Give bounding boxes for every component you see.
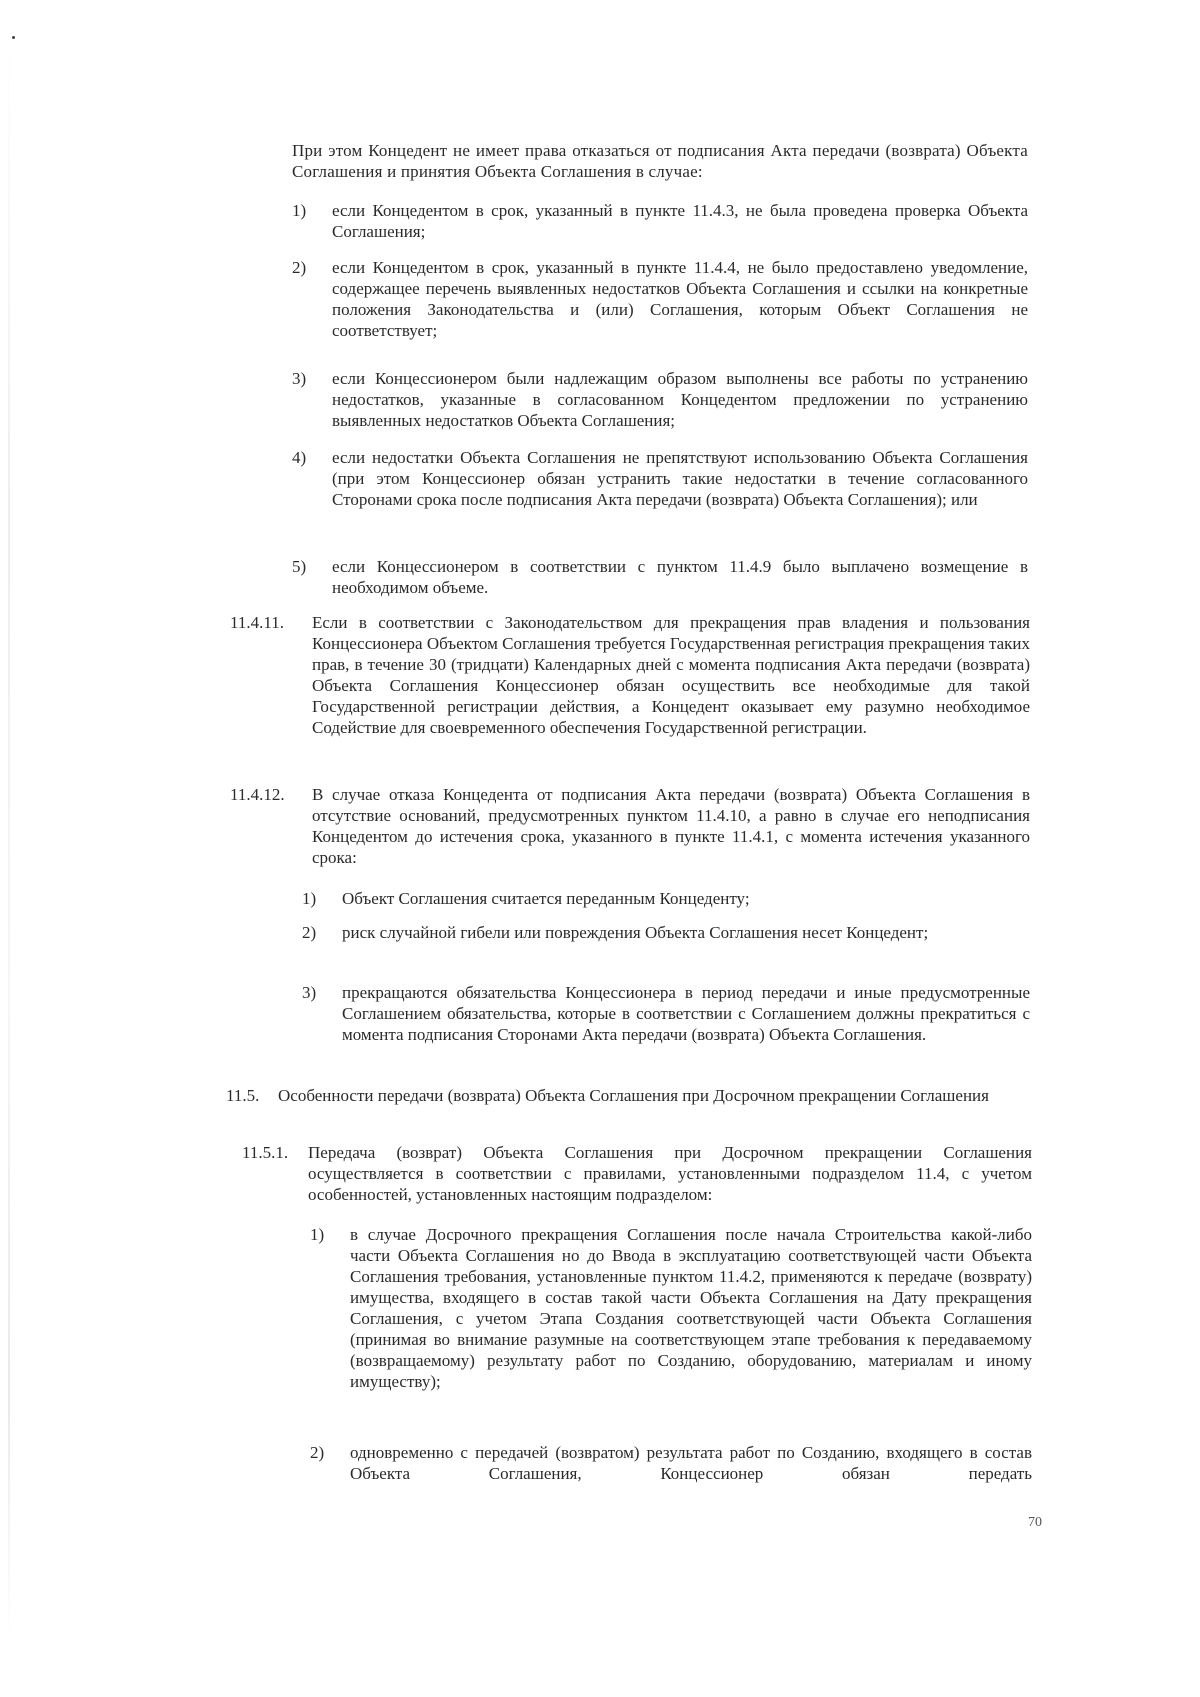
list-item-number: 5) [292, 557, 307, 576]
list-item [302, 982, 1030, 1070]
clause-text: Передача (возврат) Объекта Соглашения при Досрочном прекращении Соглашения осуществляется в соответствии с правилами, установленными подразделом 11.4, с учетом особенностей, установленных настоящим подразделом: [308, 1143, 1032, 1204]
list-item-number: 2) [310, 1443, 325, 1462]
list-item-number: 1) [302, 889, 317, 908]
clause-number: 11.4.12. [230, 785, 285, 804]
list-item-text: если Концессионером были надлежащим образом выполнены все работы по устранению недостатков, указанные в согласованном Концедентом предложении по устранению выявленных недостатков Объекта Соглашения; [332, 369, 1028, 430]
list-item-text: если Концедентом в срок, указанный в пункте 11.4.4, не было предоставлено уведомление, содержащее перечень выявленных недостатков Объекта Соглашения и ссылки на конкретные положения Законодательства и (или) Соглашения, которым Объект Соглашения не соответствует; [332, 258, 1028, 340]
clause-number: 11.4.11. [230, 613, 284, 632]
section-title: Особенности передачи (возврата) Объекта Соглашения при Досрочном прекращении Соглашения [278, 1086, 989, 1105]
list-item [310, 1224, 1032, 1424]
list-item-number: 1) [310, 1225, 325, 1244]
list-item [292, 368, 1028, 434]
list-item-number: 3) [302, 983, 317, 1002]
clause-11-5-1 [242, 1142, 1032, 1208]
clause-11-4-12 [230, 784, 1030, 874]
list-item [292, 556, 1028, 600]
page-number: 70 [1028, 1515, 1042, 1530]
list-item-text: если Концедентом в срок, указанный в пункте 11.4.3, не была проведена проверка Объекта Соглашения; [332, 201, 1028, 241]
list-item-text: Объект Соглашения считается переданным Концеденту; [342, 889, 750, 908]
list-item-text: одновременно с передачей (возвратом) результата работ по Созданию, входящего в состав Объекта Соглашения, Концессионер обязан передать [350, 1443, 1032, 1483]
list-item-number: 4) [292, 448, 307, 467]
clause-11-4-11 [230, 612, 1030, 772]
list-item-number: 2) [302, 923, 317, 942]
scan-edge-shadow [8, 40, 10, 1640]
section-11-5 [226, 1085, 1032, 1129]
section-number: 11.5. [226, 1086, 260, 1105]
list-item [302, 888, 1030, 910]
list-item-text: если недостатки Объекта Соглашения не препятствуют использованию Объекта Соглашения (при этом Концессионер обязан устранить такие недостатки в течение согласованного Сторонами срока после подписания Акта передачи (возврата) Объекта Соглашения); или [332, 448, 1028, 509]
intro-paragraph: При этом Концедент не имеет права отказаться от подписания Акта передачи (возврата) Объекта Соглашения и принятия Объекта Соглашения в случае: [292, 141, 1028, 181]
list-item-text: в случае Досрочного прекращения Соглашения после начала Строительства какой-либо части Объекта Соглашения но до Ввода в эксплуатацию соответствующей части Объекта Соглашения требования, установленные пунктом 11.4.2, применяются к передаче (возврату) имущества, входящего в состав такой части Объекта Соглашения на Дату прекращения Соглашения, с учетом Этапа Создания соответствующей части Объекта Соглашения (принимая во внимание разумные на соответствующем этапе требования к передаваемому (возвращаемому) результату работ по Созданию, оборудованию, материалам и иному имуществу); [350, 1225, 1032, 1391]
list-item-text: риск случайной гибели или повреждения Объекта Соглашения несет Концедент; [342, 923, 929, 942]
list-item [302, 922, 1030, 966]
list-item [292, 447, 1028, 535]
list-item [310, 1442, 1032, 1486]
scan-speck [12, 36, 15, 39]
list-item-text: прекращаются обязательства Концессионера в период передачи и иные предусмотренные Соглашением обязательства, которые в соответствии с Соглашением должны прекратиться с момента подписания Сторонами Акта передачи (возврата) Объекта Соглашения. [342, 983, 1030, 1044]
list-item [292, 257, 1028, 345]
clause-number: 11.5.1. [242, 1143, 289, 1162]
list-item-number: 3) [292, 369, 307, 388]
list-item-number: 2) [292, 258, 307, 277]
list-item-number: 1) [292, 201, 307, 220]
clause-text: В случае отказа Концедента от подписания Акта передачи (возврата) Объекта Соглашения в отсутствие оснований, предусмотренных пунктом 11.4.10, а равно в случае его неподписания Концедентом до истечения срока, указанного в пункте 11.4.1, с момента истечения указанного срока: [312, 785, 1030, 867]
list-item [292, 200, 1028, 244]
list-item-text: если Концессионером в соответствии с пунктом 11.4.9 было выплачено возмещение в необходимом объеме. [332, 557, 1028, 597]
clause-text: Если в соответствии с Законодательством для прекращения прав владения и пользования Концессионера Объектом Соглашения требуется Государственная регистрация прекращения таких прав, в течение 30 (тридцати) Календарных дней с момента подписания Акта передачи (возврата) Объекта Соглашения Концессионер обязан осуществить все необходимые для такой Государственной регистрации действия, а Концедент оказывает ему разумно необходимое Содействие для своевременного обеспечения Государственной регистрации. [312, 613, 1030, 737]
